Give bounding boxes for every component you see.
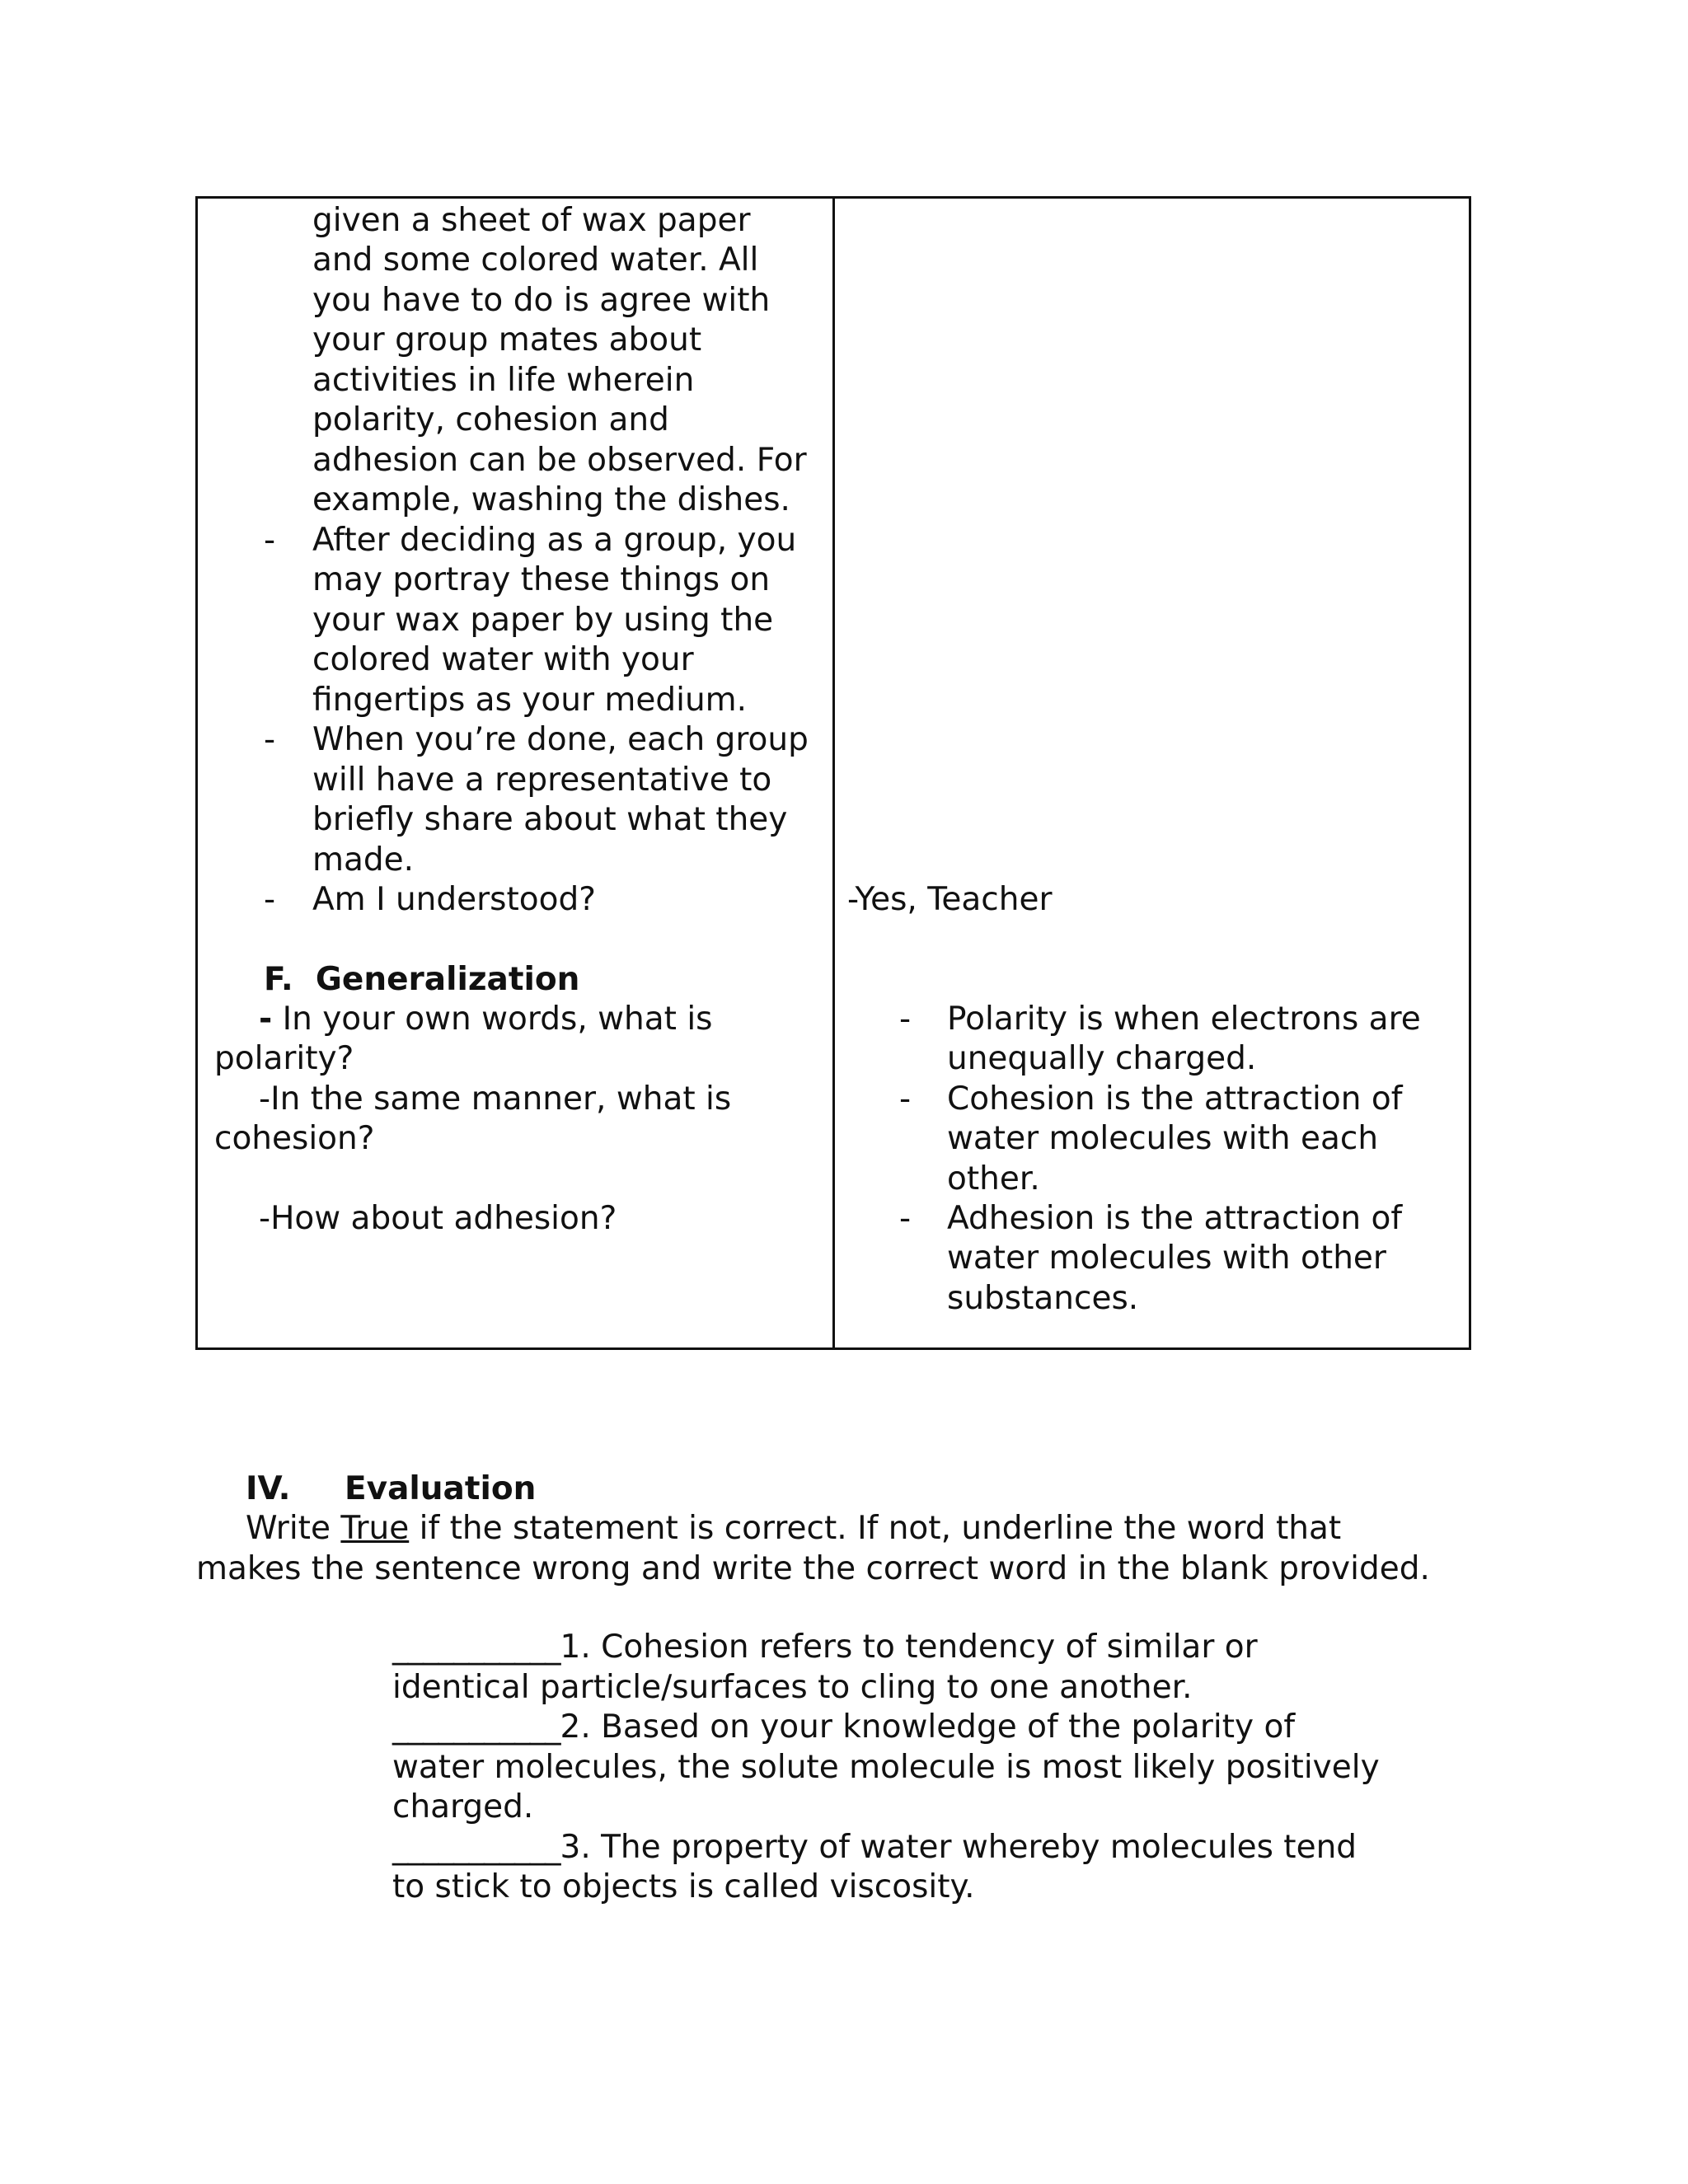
bullet-line: When you’re done, each group xyxy=(312,721,809,758)
question-cohesion: -In the same manner, what is xyxy=(259,1080,732,1118)
item-text: 3. The property of water whereby molecules tend xyxy=(560,1828,1357,1866)
student-response: -Yes, Teacher xyxy=(847,881,1053,918)
bullet-dash: - xyxy=(264,522,276,559)
bullet-line: made. xyxy=(312,841,415,879)
bullet-line: colored water with your xyxy=(312,641,694,678)
evaluation-item-2 xyxy=(392,1708,1464,1748)
intro-line: adhesion can be observed. For xyxy=(312,442,807,479)
answer-line: Cohesion is the attraction of xyxy=(947,1080,1403,1118)
bullet-line: briefly share about what they xyxy=(312,801,788,838)
bullet-line: may portray these things on xyxy=(312,561,771,598)
intro-line: and some colored water. All xyxy=(312,241,759,279)
bullet-line: fingertips as your medium. xyxy=(312,682,748,719)
instruction-true-word: True xyxy=(340,1510,410,1547)
item-text: 1. Cohesion refers to tendency of similar or xyxy=(560,1629,1258,1666)
evaluation-item-1 xyxy=(392,1628,1464,1668)
answer-dash: - xyxy=(899,1080,912,1118)
instruction-text: if the statement is correct. If not, underline the word that xyxy=(409,1510,1342,1547)
question-text: In your own words, what is xyxy=(272,1001,713,1038)
intro-line: activities in life wherein xyxy=(312,362,695,399)
answer-line: substances. xyxy=(947,1280,1139,1317)
section-numeral: IV. xyxy=(246,1470,291,1507)
item-text: to stick to objects is called viscosity. xyxy=(392,1868,975,1905)
answer-blank[interactable]: ___________ xyxy=(392,1708,560,1746)
bullet-line: will have a representative to xyxy=(312,762,772,799)
instruction-line: makes the sentence wrong and write the correct word in the blank provided. xyxy=(196,1549,1430,1587)
answer-dash: - xyxy=(899,1200,912,1237)
evaluation-items xyxy=(392,1628,1464,1908)
question-line: polarity? xyxy=(214,1040,354,1077)
student-activity-column xyxy=(835,199,1469,1347)
intro-line: you have to do is agree with xyxy=(312,282,771,319)
lesson-table xyxy=(195,196,1471,1350)
question-dash: - xyxy=(259,1001,273,1038)
bullet-dash: - xyxy=(264,721,276,758)
bullet-line: your wax paper by using the xyxy=(312,602,774,639)
instruction-line xyxy=(196,1509,1482,1549)
section-title: Evaluation xyxy=(345,1470,537,1507)
answer-dash: - xyxy=(899,1001,912,1038)
bullet-dash: - xyxy=(264,881,276,918)
answer-line: unequally charged. xyxy=(947,1040,1257,1077)
item-text: 2. Based on your knowledge of the polarity of xyxy=(560,1708,1296,1746)
generalization-heading: F. Generalization xyxy=(264,961,580,998)
question-polarity xyxy=(259,1000,713,1040)
intro-line: example, washing the dishes. xyxy=(312,481,790,518)
bullet-line: After deciding as a group, you xyxy=(312,522,797,559)
item-text: water molecules, the solute molecule is most likely positively xyxy=(392,1748,1380,1786)
answer-blank[interactable]: ___________ xyxy=(392,1629,560,1666)
answer-blank[interactable]: ___________ xyxy=(392,1828,560,1866)
answer-line: water molecules with each xyxy=(947,1120,1379,1157)
teacher-activity-column xyxy=(198,199,835,1347)
evaluation-instructions xyxy=(196,1509,1482,1589)
instruction-text: Write xyxy=(246,1510,341,1547)
item-text: charged. xyxy=(392,1788,534,1825)
answer-line: Polarity is when electrons are xyxy=(947,1001,1421,1038)
intro-line: given a sheet of wax paper xyxy=(312,202,751,239)
evaluation-heading xyxy=(246,1469,536,1509)
answer-line: Adhesion is the attraction of xyxy=(947,1200,1403,1237)
answer-line: other. xyxy=(947,1160,1040,1197)
answer-line: water molecules with other xyxy=(947,1240,1386,1277)
item-text: identical particle/surfaces to cling to one another. xyxy=(392,1668,1193,1706)
bullet-line: Am I understood? xyxy=(312,881,596,918)
evaluation-item-3 xyxy=(392,1828,1464,1868)
intro-line: polarity, cohesion and xyxy=(312,401,669,438)
question-adhesion: -How about adhesion? xyxy=(259,1200,617,1237)
question-line: cohesion? xyxy=(214,1120,375,1157)
intro-line: your group mates about xyxy=(312,321,702,359)
